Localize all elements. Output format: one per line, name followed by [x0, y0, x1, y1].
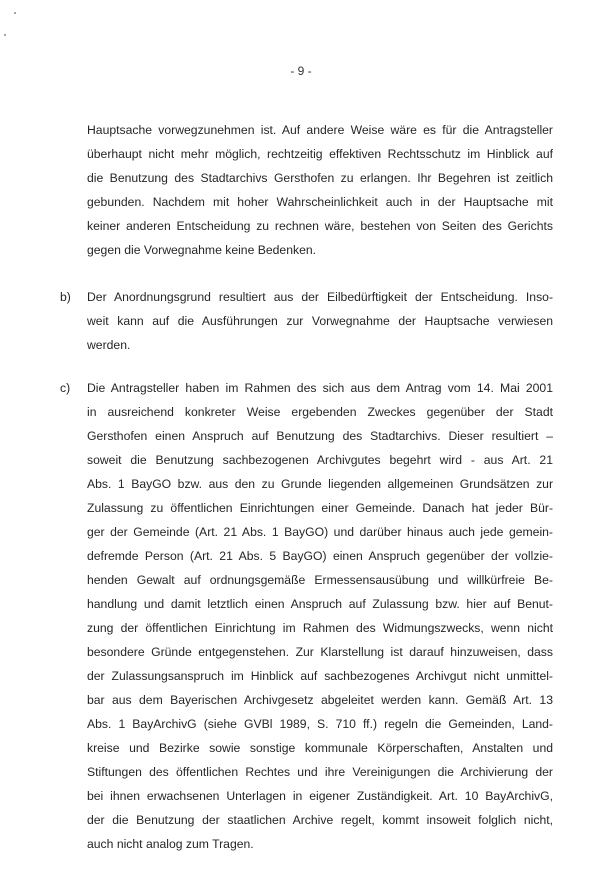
intro-line-6: gegen die Vorwegnahme keine Bedenken. [87, 243, 317, 257]
item-c-line-1: Die Antragsteller haben im Rahmen des sich aus dem Antrag vom 14. Mai 2001 [87, 381, 553, 395]
item-c-line-19: der die Benutzung der staatlichen Archive regelt, kommt insoweit folglich nicht, [87, 813, 553, 827]
item-c-line-2: in ausreichend konkreter Weise ergebenden Zweckes gegenüber der Stadt [87, 405, 553, 419]
item-c-line-9: henden Gewalt auf ordnungsgemäße Ermessensausübung und willkürfreie Be- [87, 573, 553, 587]
intro-line-1: Hauptsache vorwegzunehmen ist. Auf andere Weise wäre es für die Antragsteller [87, 123, 553, 137]
item-c-line-15: Abs. 1 BayArchivG (siehe GVBl 1989, S. 710 ff.) regeln die Gemeinden, Land- [87, 717, 553, 731]
item-b-marker: b) [60, 290, 71, 304]
item-c-line-20: auch nicht analog zum Tragen. [87, 837, 254, 851]
intro-line-2: überhaupt nicht mehr möglich, rechtzeitig effektiven Rechtsschutz im Hinblick auf [87, 147, 553, 161]
scan-speck [14, 12, 16, 14]
item-c-line-7: ger der Gemeinde (Art. 21 Abs. 1 BayGO) und darüber hinaus auch jede gemein- [87, 525, 553, 539]
item-c-line-3: Gersthofen einen Anspruch auf Benutzung des Stadtarchivs. Dieser resultiert – [87, 429, 553, 443]
item-c-line-16: kreise und Bezirke sowie sonstige kommunale Körperschaften, Anstalten und [87, 741, 553, 755]
item-c-line-8: defremde Person (Art. 21 Abs. 5 BayGO) einen Anspruch gegenüber der vollzie- [87, 549, 553, 563]
item-c-line-13: der Zulassungsanspruch im Hinblick auf sachbezogenes Archivgut nicht unmittel- [87, 669, 553, 683]
item-c-line-11: zung der öffentlichen Einrichtung im Rahmen des Widmungszwecks, wenn nicht [87, 621, 553, 635]
scan-speck [4, 34, 6, 36]
item-c-line-18: bei ihnen erwachsenen Unterlagen in eigener Zuständigkeit. Art. 10 BayArchivG, [87, 789, 553, 803]
item-c-line-17: Stiftungen des öffentlichen Rechtes und ihre Vereinigungen die Archivierung der [87, 765, 553, 779]
intro-line-4: gebunden. Nachdem mit hoher Wahrscheinlichkeit auch in der Hauptsache mit [87, 195, 553, 209]
item-c-line-5: Abs. 1 BayGO bzw. aus den zu Grunde liegenden allgemeinen Grundsätzen zur [87, 477, 553, 491]
item-c-line-10: handlung und damit letztlich einen Anspruch auf Zulassung bzw. hier auf Benut- [87, 597, 553, 611]
item-c-line-4: soweit die Benutzung sachbezogenen Archivgutes begehrt wird - aus Art. 21 [87, 453, 553, 467]
item-b-line-1: Der Anordnungsgrund resultiert aus der Eilbedürftigkeit der Entscheidung. Inso- [87, 290, 553, 304]
item-c-line-6: Zulassung zu öffentlichen Einrichtungen einer Gemeinde. Danach hat jeder Bür- [87, 501, 553, 515]
page-number: - 9 - [290, 64, 312, 78]
item-c-line-12: besondere Gründe entgegenstehen. Zur Klarstellung ist darauf hinzuweisen, dass [87, 645, 553, 659]
item-c-line-14: bar aus dem Bayerischen Archivgesetz abgeleitet werden kann. Gemäß Art. 13 [87, 693, 553, 707]
item-c-marker: c) [60, 381, 71, 395]
intro-line-5: keiner anderen Entscheidung zu rechnen wäre, bestehen von Seiten des Gerichts [87, 219, 553, 233]
item-b-line-3: werden. [87, 338, 131, 352]
item-b-line-2: weit kann auf die Ausführungen zur Vorwegnahme der Hauptsache verwiesen [87, 314, 553, 328]
intro-line-3: die Benutzung des Stadtarchivs Gersthofen zu erlangen. Ihr Begehren ist zeitlich [87, 171, 553, 185]
